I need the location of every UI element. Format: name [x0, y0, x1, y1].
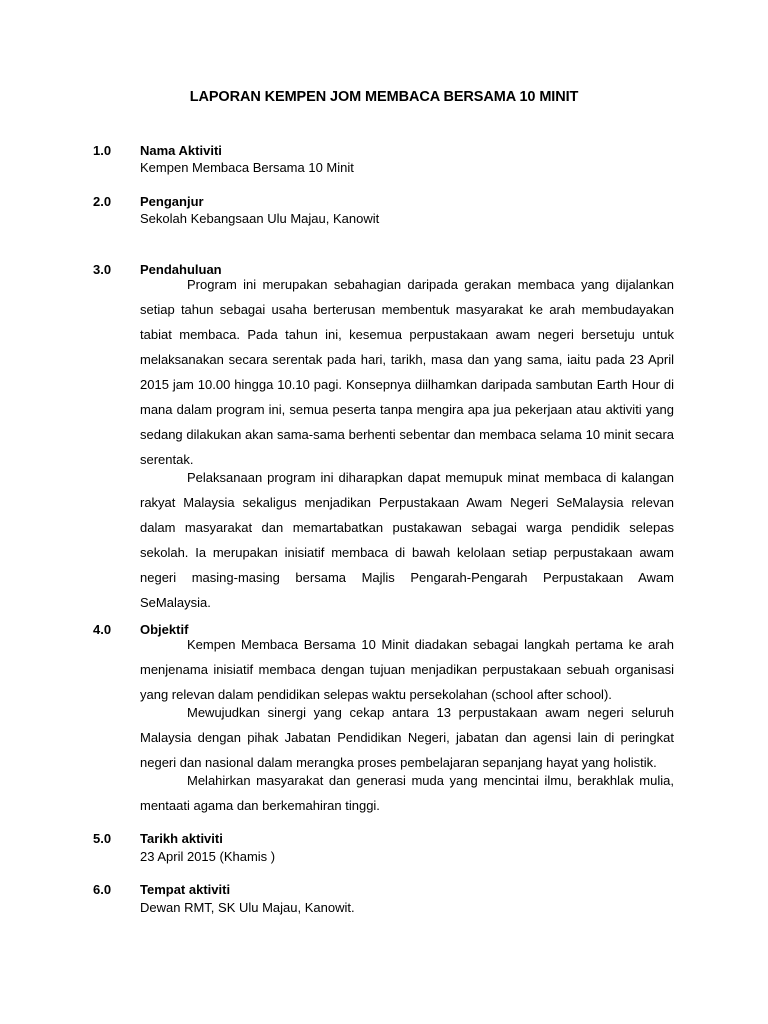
- paragraph-objektif-2: Mewujudkan sinergi yang cekap antara 13 perpustakaan awam negeri seluruh Malaysia dengan pihak Jabatan Pendidikan Negeri, jabatan dan agensi lain di peringkat negeri dan nasional dalam merangka proses pembelajaran sepanjang hayat yang holistik.: [140, 705, 674, 770]
- section-number-3: 3.0: [93, 262, 112, 277]
- section-number-2: 2.0: [93, 194, 112, 209]
- section-text-tarikh-aktiviti: 23 April 2015 (Khamis ): [140, 849, 276, 864]
- section-heading-tarikh-aktiviti: Tarikh aktiviti: [140, 831, 223, 846]
- paragraph-pendahuluan-1: Program ini merupakan sebahagian daripada gerakan membaca yang dijalankan setiap tahun sebagai usaha berterusan membentuk masyarakat ke arah membudayakan tabiat membaca. Pada tahun ini, kesemua perpustakaan awam negeri bersetuju untuk melaksanakan secara serentak pada hari, tarikh, masa dan yang sama, iaitu pada 23 April 2015 jam 10.00 hingga 10.10 pagi. Konsepnya diilhamkan daripada sambutan Earth Hour di mana dalam program ini, semua peserta tanpa mengira apa jua pekerjaan atau aktiviti yang sedang dilakukan akan sama-sama berhenti sebentar dan membaca selama 10 minit secara serentak.: [140, 277, 674, 467]
- section-number-4: 4.0: [93, 622, 112, 637]
- section-text-nama-aktiviti: Kempen Membaca Bersama 10 Minit: [140, 160, 354, 175]
- section-heading-penganjur: Penganjur: [140, 194, 204, 209]
- section-heading-objektif: Objektif: [140, 622, 189, 637]
- section-heading-nama-aktiviti: Nama Aktiviti: [140, 143, 222, 158]
- section-heading-tempat-aktiviti: Tempat aktiviti: [140, 882, 231, 897]
- paragraph-pendahuluan-2: Pelaksanaan program ini diharapkan dapat memupuk minat membaca di kalangan rakyat Malaysia sekaligus menjadikan Perpustakaan Awam Negeri SeMalaysia relevan dalam masyarakat dan memartabatkan pustakawan sebagai warga pendidik selepas sekolah. Ia merupakan inisiatif membaca di bawah kelolaan setiap perpustakaan awam negeri masing-masing bersama Majlis Pengarah-Pengarah Perpustakaan Awam SeMalaysia.: [140, 470, 674, 610]
- section-text-tempat-aktiviti: Dewan RMT, SK Ulu Majau, Kanowit.: [140, 900, 355, 915]
- paragraph-objektif-1: Kempen Membaca Bersama 10 Minit diadakan sebagai langkah pertama ke arah menjenama inisiatif membaca dengan tujuan menjadikan perpustakaan sebuah organisasi yang relevan dalam pendidikan selepas waktu persekolahan (school after school).: [140, 637, 674, 702]
- section-number-6: 6.0: [93, 882, 112, 897]
- section-heading-pendahuluan: Pendahuluan: [140, 262, 222, 277]
- section-text-penganjur: Sekolah Kebangsaan Ulu Majau, Kanowit: [140, 211, 380, 226]
- paragraph-objektif-3: Melahirkan masyarakat dan generasi muda yang mencintai ilmu, berakhlak mulia, mentaati agama dan berkemahiran tinggi.: [140, 773, 674, 813]
- report-title: LAPORAN KEMPEN JOM MEMBACA BERSAMA 10 MINIT: [189, 89, 579, 105]
- section-number-5: 5.0: [93, 831, 112, 846]
- section-number-1: 1.0: [93, 143, 112, 158]
